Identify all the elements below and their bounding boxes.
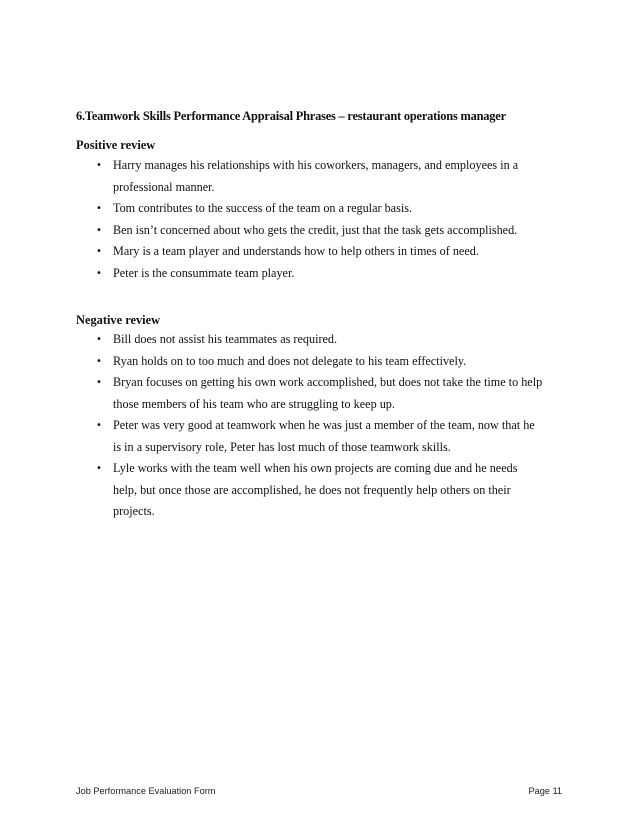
list-item [94, 329, 544, 351]
list-item-text: Peter was very good at teamwork when he was just a member of the team, now that he is in a supervisory role, Peter has lost much of those teamwork skills. [113, 418, 535, 454]
list-item-text: Ben isn’t concerned about who gets the credit, just that the task gets accomplished. [113, 222, 518, 237]
negative-review-title: Negative review [76, 313, 161, 327]
list-item [94, 372, 544, 415]
list-item-text: Bill does not assist his teammates as required. [113, 332, 338, 346]
list-item-text: Harry manages his relationships with his coworkers, managers, and employees in a professional manner. [113, 158, 519, 194]
negative-review-list [94, 329, 544, 523]
bullet-icon: • [96, 355, 102, 367]
bullet-icon: • [96, 246, 102, 257]
list-item [94, 241, 544, 263]
list-item [94, 263, 544, 285]
list-item [94, 415, 544, 458]
list-item-text: Lyle works with the team well when his own projects are coming due and he needs help, but once those are accomplished, he does not frequently help others on their projects. [113, 461, 518, 518]
list-item-text: Peter is the consummate team player. [113, 265, 295, 280]
list-item [94, 351, 544, 373]
footer-title: Job Performance Evaluation Form [76, 786, 216, 796]
bullet-icon: • [96, 334, 102, 345]
page-number: Page 11 [528, 786, 562, 796]
list-item-text: Mary is a team player and understands how to help others in times of need. [113, 244, 479, 258]
list-item-text: Tom contributes to the success of the team on a regular basis. [113, 201, 413, 215]
list-item-text: Bryan focuses on getting his own work accomplished, but does not take the time to help those members of his team who are struggling to keep up. [113, 375, 543, 411]
bullet-icon: • [96, 267, 102, 279]
section-heading: 6.Teamwork Skills Performance Appraisal Phrases – restaurant operations manager [76, 109, 506, 123]
list-item [94, 155, 544, 198]
list-item [94, 198, 544, 220]
list-item-text: Ryan holds on to too much and does not delegate to his team effectively. [113, 353, 467, 368]
bullet-icon: • [96, 463, 102, 474]
list-item [94, 220, 544, 242]
bullet-icon: • [96, 420, 102, 431]
positive-review-title: Positive review [76, 138, 156, 152]
positive-review-list [94, 155, 544, 284]
bullet-icon: • [96, 203, 102, 214]
list-item [94, 458, 544, 523]
bullet-icon: • [96, 377, 102, 388]
bullet-icon: • [96, 224, 102, 236]
bullet-icon: • [96, 160, 102, 171]
